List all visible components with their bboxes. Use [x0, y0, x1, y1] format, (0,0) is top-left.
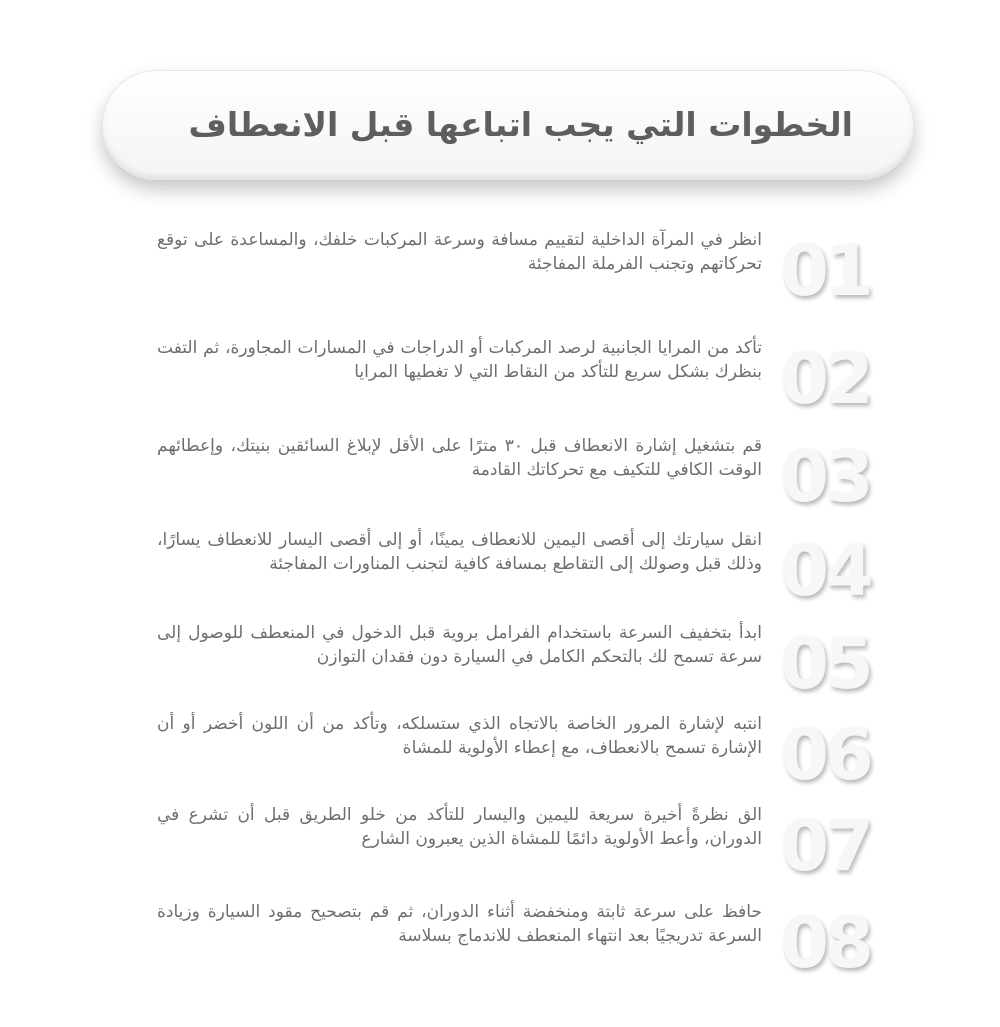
step-number: 01 [780, 230, 870, 312]
step-number: 05 [780, 623, 870, 705]
step-item [150, 434, 870, 520]
step-item [150, 900, 870, 986]
step-number: 03 [780, 436, 870, 518]
step-text: انظر في المرآة الداخلية لتقييم مسافة وسرعة المركبات خلفك، والمساعدة على توقع تحركاتهم وتجنب الفرملة المفاجئة [157, 230, 762, 274]
step-number: 02 [780, 338, 870, 420]
step-text: قم بتشغيل إشارة الانعطاف قبل ٣٠ مترًا على الأقل لإبلاغ السائقين بنيتك، وإعطائهم الوقت الكافي للتكيف مع تحركاتك القادمة [157, 436, 762, 480]
step-number: 08 [780, 902, 870, 984]
step-item [150, 712, 870, 798]
step-text: تأكد من المرايا الجانبية لرصد المركبات أو الدراجات في المسارات المجاورة، ثم التفت بنظرك بشكل سريع للتأكد من النقاط التي لا تغطيها المرايا [157, 338, 762, 382]
step-text: ابدأ بتخفيف السرعة باستخدام الفرامل بروية قبل الدخول في المنعطف للوصول إلى سرعة تسمح لك بالتحكم الكامل في السيارة دون فقدان التوازن [157, 623, 762, 667]
page-title: الخطوات التي يجب اتباعها قبل الانعطاف [188, 105, 853, 144]
step-text: حافظ على سرعة ثابتة ومنخفضة أثناء الدوران، ثم قم بتصحيح مقود السيارة وزيادة السرعة تدريجيًا بعد انتهاء المنعطف للاندماج بسلاسة [157, 902, 762, 946]
step-item [150, 228, 870, 314]
step-text: انقل سيارتك إلى أقصى اليمين للانعطاف يمينًا، أو إلى أقصى اليسار للانعطاف يسارًا، وذلك قبل وصولك إلى التقاطع بمسافة كافية لتجنب المناورات المفاجئة [157, 530, 762, 574]
step-item [150, 621, 870, 707]
step-text: الق نظرةً أخيرة سريعة لليمين واليسار للتأكد من خلو الطريق قبل أن تشرع في الدوران، وأعط الأولوية دائمًا للمشاة الذين يعبرون الشارع [157, 805, 762, 849]
step-item [150, 803, 870, 889]
step-text: انتبه لإشارة المرور الخاصة بالاتجاه الذي ستسلكه، وتأكد من أن اللون أخضر أو أن الإشارة تسمح بالانعطاف، مع إعطاء الأولوية للمشاة [157, 714, 762, 758]
step-item [150, 336, 870, 422]
step-item [150, 528, 870, 614]
step-number: 04 [780, 530, 870, 612]
step-number: 06 [780, 714, 870, 796]
title-banner [102, 70, 914, 180]
step-number: 07 [780, 805, 870, 887]
